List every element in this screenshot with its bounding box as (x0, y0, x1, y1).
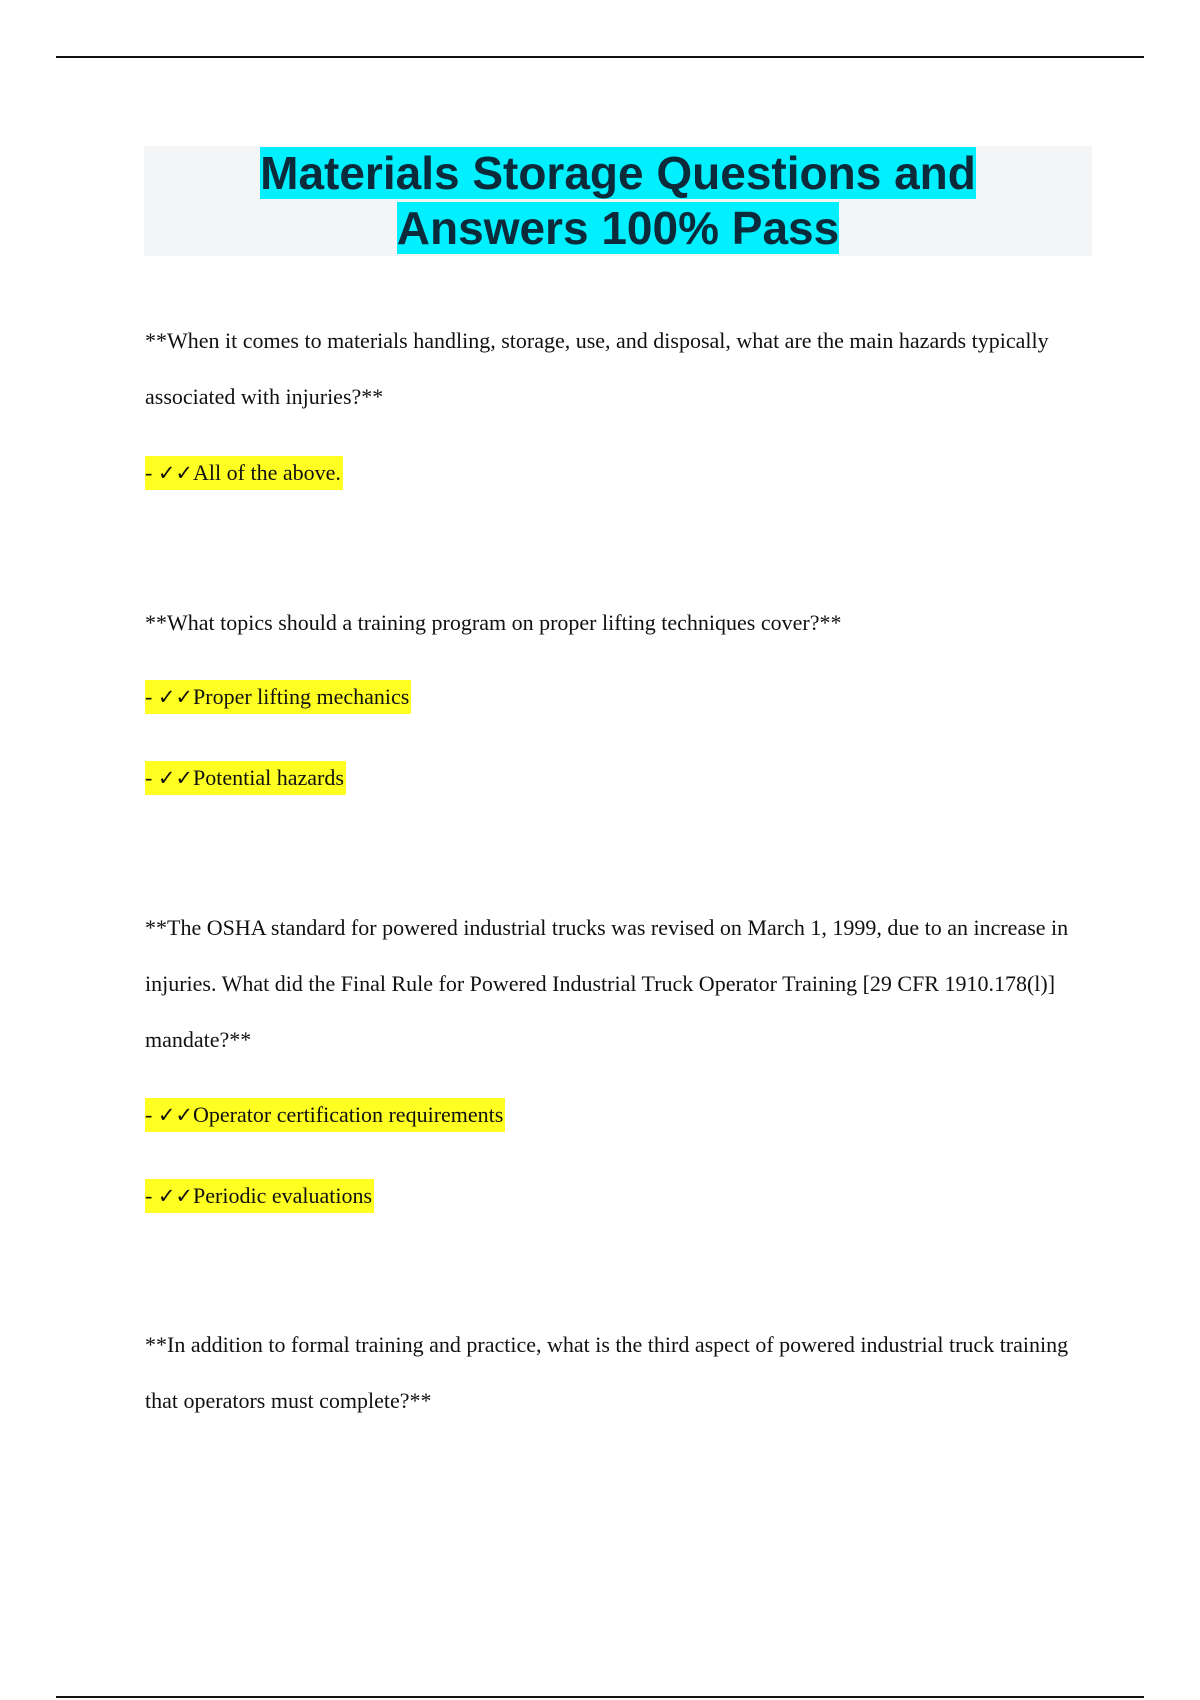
answer-text: Operator certification requirements (193, 1102, 504, 1127)
double-check-icon: ✓✓ (157, 766, 194, 790)
answer-3-1: - ✓✓Operator certification requirements (145, 1098, 505, 1132)
question-4: **In addition to formal training and practice, what is the third aspect of powered industrial truck training that operators must complete?** (145, 1332, 1069, 1413)
answer-text: Potential hazards (193, 765, 344, 790)
header-rule (56, 56, 1144, 58)
document-title-line-2: Answers 100% Pass (396, 202, 840, 254)
question-3: **The OSHA standard for powered industrial trucks was revised on March 1, 1999, due to an increase in injuries. What did the Final Rule for Powered Industrial Truck Operator Training [29 CFR 1910.178(l)] mandate?** (145, 915, 1069, 1052)
document-title-line-1: Materials Storage Questions and (260, 147, 976, 199)
answer-3-2: - ✓✓Periodic evaluations (145, 1179, 374, 1213)
answer-text: Proper lifting mechanics (193, 684, 410, 709)
answer-1-1: - ✓✓All of the above. (145, 456, 343, 490)
double-check-icon: ✓✓ (157, 685, 194, 709)
question-2: **What topics should a training program on proper lifting techniques cover?** (145, 610, 842, 635)
footer-rule (56, 1696, 1144, 1698)
double-check-icon: ✓✓ (157, 1103, 194, 1127)
question-1: **When it comes to materials handling, storage, use, and disposal, what are the main hazards typically associated with injuries?** (145, 328, 1049, 409)
answer-text: All of the above. (193, 460, 341, 485)
double-check-icon: ✓✓ (157, 461, 194, 485)
answer-2-2: - ✓✓Potential hazards (145, 761, 346, 795)
title-banner (144, 146, 1092, 256)
double-check-icon: ✓✓ (157, 1184, 194, 1208)
answer-text: Periodic evaluations (193, 1183, 373, 1208)
answer-2-1: - ✓✓Proper lifting mechanics (145, 680, 411, 714)
